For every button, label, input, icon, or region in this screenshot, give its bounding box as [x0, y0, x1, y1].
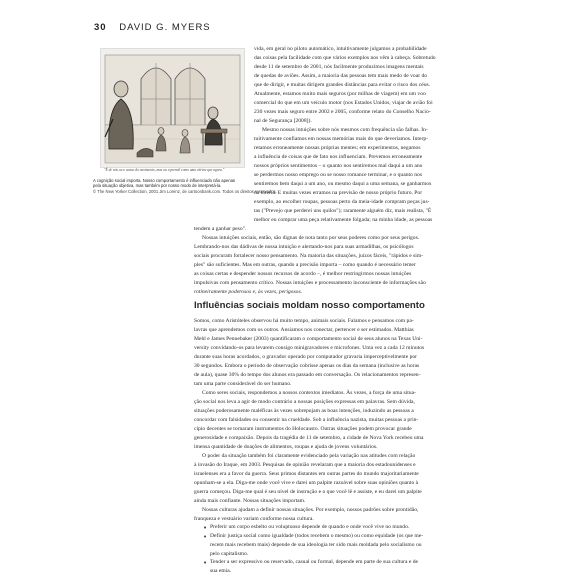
- section-heading: Influências sociais moldam nosso comportamento: [194, 300, 425, 311]
- text-line: sociais procuram fortalecer nosso pensamento. Na maioria das situações, juízos fáceis, "rápidos e sim-: [194, 253, 424, 259]
- text-line: guerra começou. Diga-me qual é seu nível de instrução e o que você lê e assiste, e eu darei um palpite: [194, 489, 422, 495]
- text-line: Definir justiça social como igualdade (todos recebem o mesmo) ou como equidade (os que me-: [210, 533, 424, 539]
- figure-caption-line: pela situação objetiva, mas também por nosso modo de interpretá-la.: [93, 183, 222, 189]
- text-line: Como seres sociais, respondemos a nossos contextos imediatos. Às vezes, a força de uma situa-: [202, 390, 416, 396]
- author-name: DAVID G. MYERS: [119, 22, 211, 33]
- cartoon-caption: "É de nós ou o acaso do ouvimento, mas ou a premiê como uma vitrine que agora.": [104, 168, 225, 172]
- text-line: que de dirigir, e muitas dirigem grandes distâncias para evitar o risco dos céus.: [254, 82, 431, 88]
- text-line: opunham-se a ela. Diga-me onde você vive e darei um palpite razoável sobre suas opiniões quanto à: [194, 480, 419, 486]
- text-line: rotineiramente poderosos e, às vezes, perigosos.: [194, 289, 303, 295]
- figure-credit-line: © The New Yorker Collection, 2001 Jim Lorenz, de cartoonbank.com. Todos os direitos reservados.: [93, 188, 277, 194]
- text-line: versity convidando-os para levarem consigo minigravadores e microfones. Uma vez a cada 12 minutos: [194, 345, 425, 351]
- text-line: concordar com falsidades ou consentir na crueldade. Sob a influência nazista, muitas pessoas a prin-: [194, 417, 419, 423]
- text-line: Somos, como Aristóteles observou há muito tempo, animais sociais. Falamos e pensamos com pa-: [194, 318, 414, 324]
- text-line: ainda mais confiante. Nossas situações importam.: [194, 498, 306, 504]
- text-line: nal de Segurança [2008]).: [254, 118, 312, 124]
- text-line: vida, em geral no piloto automático, intuitivamente julgamos a probabilidade: [254, 46, 427, 52]
- text-line: Tender a ser expressivo ou reservado, casual ou formal, depende em parte de sua cultura e de: [210, 559, 419, 565]
- text-line: Nossas intuições sociais, então, são dignas de nota tanto por seus poderes como por seus perigos.: [202, 235, 420, 241]
- text-line: lavras que aprendemos com os outros. Ansiamos nos conectar, pertencer e ser estimados. Matthias: [194, 327, 414, 333]
- text-line: pelo capitalismo.: [210, 551, 249, 557]
- text-line: recem mais recebem mais) depende de sua ideologia ter sido mais moldada pelo socialismo ou: [210, 542, 422, 548]
- text-line: nossos próprios sentimentos – o quanto nos sentiremos mal daqui a um ano: [254, 163, 423, 169]
- text-line: ples" são suficientes. Mas em outras, quando a precisão importa – como quando é necessário temer: [194, 262, 416, 268]
- text-line: situações poderosamente maléficas às vezes sobrepujam as boas intenções, induzindo as pessoas a: [194, 408, 414, 414]
- text-line: tendem a ganhar peso".: [194, 226, 247, 232]
- text-line: Mehl e James Pennebaker (2003) quantificaram o comportamento social de seus alunos na Texas Uni-: [194, 336, 423, 342]
- text-line: se perdermos nosso emprego ou se nosso romance terminar, e o quanto nos: [254, 172, 423, 178]
- text-line: as coisas certas e despender nossos recursos de acordo –, é melhor restringirmos nossas intuições: [194, 271, 412, 277]
- text-line: imensa quantidade de doações de alimentos, roupas e ajuda de jovens voluntários.: [194, 444, 378, 450]
- text-line: exemplo, ao escolher roupas, pessoas perto da meia-idade compram peças jus-: [254, 199, 430, 205]
- text-line: ção social nos leva a agir de modo contrário a nossas posições expressas em palavras. Sem dúvida,: [194, 399, 415, 405]
- text-line: cípio decentes se tornaram instrumentos do Holocausto. Outras situações podem provocar grande: [194, 426, 412, 432]
- text-line: tuitivamente confiamos em nossas memórias mais do que deveríamos. Interp-: [254, 136, 428, 142]
- text-line: desde 11 de setembro de 2001, nós facilmente produzimos imagens mentais: [254, 64, 424, 70]
- text-line: 30 segundos. Embora o período de observação cobrisse apenas os dias da semana (inclusive as horas: [194, 363, 420, 369]
- text-line: Nossas culturas ajudam a definir nossas situações. Por exemplo, nossos padrões sobre prontidão,: [202, 507, 419, 513]
- text-line: melhor eu comprar uma peça relativamente folgada; na minha idade, as pessoas: [254, 217, 433, 223]
- text-line: Preferir um corpo esbelto ou voluptuoso depende de quando e onde você vive no mundo.: [210, 524, 410, 530]
- text-line: sentiremos bem daqui a um ano, ou mesmo daqui a uma semana, se ganharmos: [254, 181, 432, 187]
- text-line: Lembrando-nos das dádivas de nossa intuição e alertando-nos para suas armadilhas, os psicólogos: [194, 244, 414, 250]
- text-line: de aula), quase 30% do tempo dos alunos era passado em conversação. Os relacionamentos represen-: [194, 372, 421, 378]
- text-line: sua etnia.: [210, 568, 232, 574]
- text-line: tam uma parte considerável do ser humano.: [194, 381, 292, 387]
- bullet-marker: •: [203, 524, 208, 532]
- text-line: O poder da situação também foi claramente evidenciado pela variação nas atitudes com relação: [202, 453, 416, 459]
- text-line: franqueza e vestuário variam conforme nossa cultura.: [194, 516, 314, 522]
- text-line: na loteria. E muitas vezes erramos na previsão de nosso próprio futuro. Por: [254, 190, 423, 196]
- text-line: impulsivas com pensamento crítico. Nossas intuições e processamento inconsciente de informações são: [194, 280, 426, 286]
- bullet-marker: •: [203, 559, 208, 567]
- bullet-marker: •: [203, 533, 208, 541]
- text-line: à invasão do Iraque, em 2003. Pesquisas de opinião revelaram que a maioria dos estadounidenses e: [194, 462, 416, 468]
- text-line: a influência de coisas que de fato nos influenciam. Prevemos erroneamente: [254, 154, 423, 160]
- text-line: de quedas de aviões. Assim, a maioria das pessoas tem mais medo de voar do: [254, 73, 428, 79]
- text-line: comercial do que em um veículo motor (nos Estados Unidos, viajar de avião foi: [254, 100, 433, 106]
- text-line: tas ("Prevejo que perderei uns quilos"); raramente alguém diz, mais realista, "É: [254, 208, 432, 214]
- text-line: das coisas pela facilidade com que vários exemplos nos vêm à cabeça. Sobretudo: [254, 55, 436, 61]
- text-line: Atualmente, estamos muito mais seguros (por milhas de viagem) em um voo: [254, 91, 426, 97]
- text-line: israelenses era a favor da guerra. Seus primos distantes em outras partes do mundo majoritariamente: [194, 471, 419, 477]
- text-line: Mesmo nossas intuições sobre nós mesmos com frequência são falhas. In-: [262, 127, 428, 133]
- text-line: 230 vezes mais seguro entre 2002 e 2005, conforme relato do Conselho Nacio-: [254, 109, 431, 115]
- text-line: durante suas horas acordados, o gravador operado por computador gravaria imperceptivelmente por: [194, 354, 418, 360]
- page-number: 30: [94, 22, 107, 33]
- text-line: retamos erroneamente nossas próprias mentes; em experimentos, negamos: [254, 145, 421, 151]
- figure-caption-line: A cognição social importa. Nosso comportamento é influenciado não apenas: [93, 178, 235, 183]
- text-line: generosidade e compaixão. Depois da tragédia de 11 de setembro, a cidade de Nova York recebeu uma: [194, 435, 424, 441]
